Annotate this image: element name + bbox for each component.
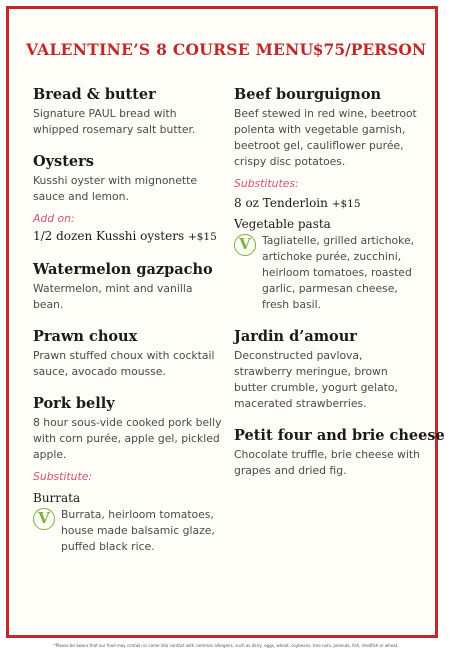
course-petit-four <box>234 427 445 479</box>
course-description: Watermelon, mint and vanilla bean. <box>33 282 193 311</box>
course-name: Jardin d’amour <box>234 328 357 345</box>
vegetarian-icon: V <box>234 234 256 256</box>
substitutes-label: Substitutes: <box>234 177 299 190</box>
addon-item: 1/2 dozen Kusshi oysters <box>33 229 185 243</box>
addon-price: +$15 <box>187 231 217 243</box>
course-name: Bread & butter <box>33 86 156 103</box>
course-description: 8 hour sous-vide cooked pork belly with corn purée, apple gel, pickled apple. <box>33 416 222 461</box>
course-name: Beef bourguignon <box>234 86 382 103</box>
left-column <box>33 86 223 570</box>
allergen-disclaimer: *Please be aware that our food may contain or come into contact with common allergens, such as dairy, eggs, wheat, soybeans, tree nuts, peanuts, fish, shellfish or wheat. <box>53 643 399 648</box>
vegetarian-icon: V <box>33 508 55 530</box>
substitute-label: Substitute: <box>33 470 92 483</box>
course-description: Signature PAUL bread with whipped rosemary salt butter. <box>33 107 196 136</box>
substitute-description: Burrata, heirloom tomatoes, house made balsamic glaze, puffed black rice. <box>61 508 215 553</box>
course-jardin-damour <box>234 328 424 412</box>
course-name: Watermelon gazpacho <box>33 261 213 278</box>
menu-price: $75/PERSON <box>312 40 426 59</box>
substitute-description: Tagliatelle, grilled artichoke, artichoke purée, zucchini, heirloom tomatoes, roasted garlic, parmesan cheese, fresh basil. <box>262 234 415 311</box>
course-description: Deconstructed pavlova, strawberry meringue, brown butter crumble, yogurt gelato, macerated strawberries. <box>234 349 398 410</box>
addon-label: Add on: <box>33 212 75 225</box>
substitute-item: 8 oz Tenderloin <box>234 196 328 210</box>
right-column <box>234 86 445 494</box>
vegetarian-option <box>33 507 223 555</box>
course-description: Kusshi oyster with mignonette sauce and lemon. <box>33 174 198 203</box>
course-description: Prawn stuffed choux with cocktail sauce, avocado mousse. <box>33 349 215 378</box>
substitute-price: +$15 <box>331 198 361 210</box>
course-oysters <box>33 153 223 246</box>
vegetarian-option <box>234 233 424 313</box>
course-name: Oysters <box>33 153 94 170</box>
course-pork-belly <box>33 395 223 555</box>
course-bread <box>33 86 223 138</box>
course-choux <box>33 328 223 380</box>
course-description: Beef stewed in red wine, beetroot polenta with vegetable garnish, beetroot gel, cauliflower purée, crispy disc potatoes. <box>234 107 417 168</box>
course-beef-bourguignon <box>234 86 424 313</box>
substitute-option <box>234 194 424 213</box>
menu-header <box>26 40 426 62</box>
course-name: Prawn choux <box>33 328 138 345</box>
course-gazpacho <box>33 261 223 313</box>
substitute-item: Vegetable pasta <box>234 217 331 231</box>
course-description: Chocolate truffle, brie cheese with grapes and dried fig. <box>234 448 420 477</box>
menu-title: VALENTINE’S 8 COURSE MENU <box>26 40 314 59</box>
course-name: Petit four and brie cheese <box>234 427 445 444</box>
course-name: Pork belly <box>33 395 115 412</box>
substitute-item: Burrata <box>33 491 81 505</box>
addon-option <box>33 227 223 246</box>
